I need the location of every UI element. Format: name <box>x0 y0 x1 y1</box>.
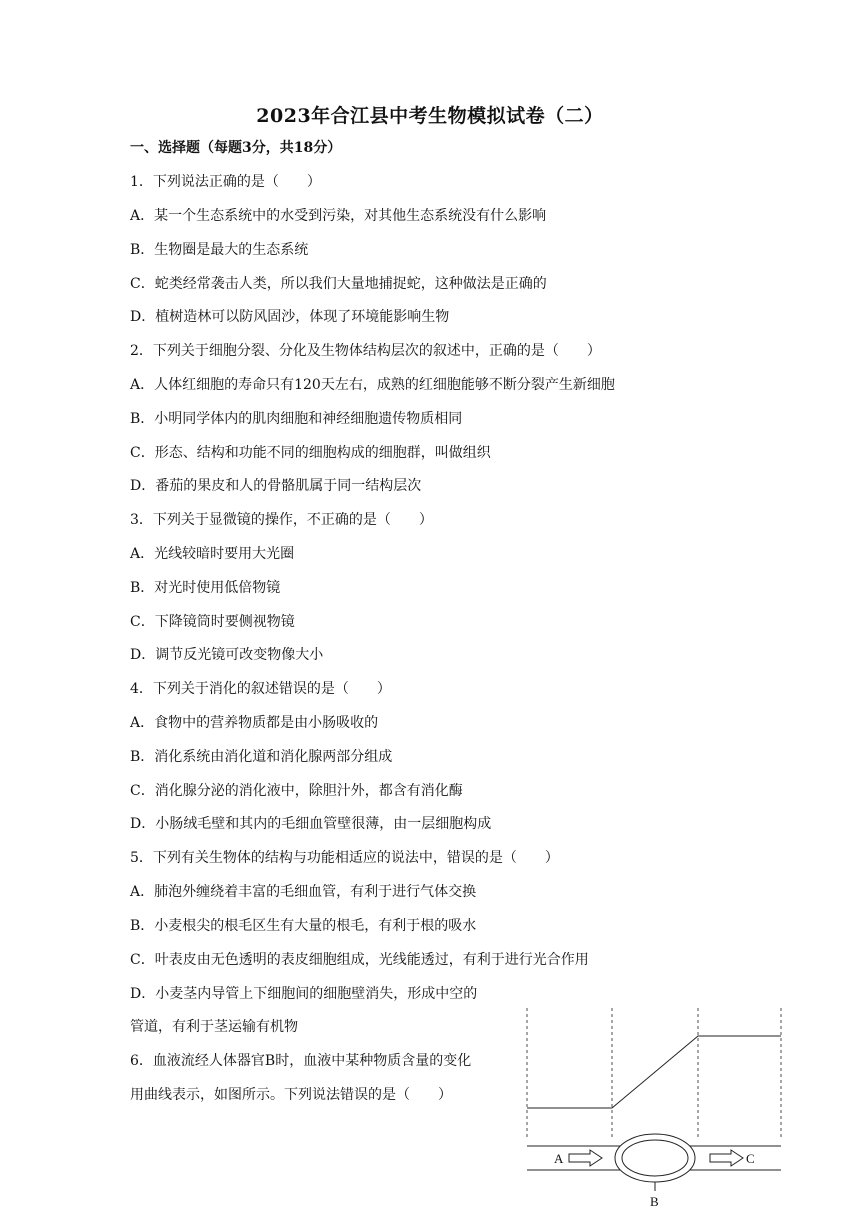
flow-arrow-icon <box>569 1150 602 1166</box>
q1-option-d: D．植树造林可以防风固沙，体现了环境能影响生物 <box>130 309 450 325</box>
q1-option-b: B．生物圈是最大的生态系统 <box>130 242 309 258</box>
flow-arrow-icon <box>710 1150 743 1166</box>
q5-option-a: A．肺泡外缠绕着丰富的毛细血管，有利于进行气体交换 <box>130 884 477 900</box>
q4-option-c: C．消化腺分泌的消化液中，除胆汁外，都含有消化酶 <box>130 783 463 799</box>
question-2: 2．下列关于细胞分裂、分化及生物体结构层次的叙述中，正确的是（ ） <box>130 343 601 359</box>
question-6: 6．血液流经人体器官B时，血液中某种物质含量的变化 <box>130 1053 472 1069</box>
question-3: 3．下列关于显微镜的操作，不正确的是（ ） <box>130 512 433 528</box>
question-6-continued: 用曲线表示，如图所示。下列说法错误的是（ ） <box>130 1087 452 1103</box>
q5-option-d-continued: 管道，有利于茎运输有机物 <box>130 1019 298 1035</box>
page-title: 2023年合江县中考生物模拟试卷（二） <box>256 105 604 127</box>
q5-option-c: C．叶表皮由无色透明的表皮细胞组成，光线能透过，有利于进行光合作用 <box>130 952 589 968</box>
q3-option-b: B．对光时使用低倍物镜 <box>130 580 281 596</box>
q4-option-a: A．食物中的营养物质都是由小肠吸收的 <box>130 715 379 731</box>
q2-option-c: C．形态、结构和功能不同的细胞构成的细胞群，叫做组织 <box>130 445 491 461</box>
label-b: B <box>650 1194 659 1208</box>
label-c: C <box>746 1151 755 1166</box>
q3-option-a: A．光线较暗时要用大光圈 <box>130 546 295 562</box>
q5-option-d: D．小麦茎内导管上下细胞间的细胞壁消失，形成中空的 <box>130 986 478 1002</box>
content-curve <box>527 1036 781 1108</box>
q2-option-d: D．番茄的果皮和人的骨骼肌属于同一结构层次 <box>130 478 422 494</box>
question-1: 1．下列说法正确的是（ ） <box>130 174 321 190</box>
label-a: A <box>554 1151 564 1166</box>
q1-option-a: A．某一个生态系统中的水受到污染，对其他生态系统没有什么影响 <box>130 208 547 224</box>
blood-flow-diagram <box>520 1008 790 1208</box>
section-heading: 一、选择题（每题3分，共18分） <box>130 140 342 156</box>
q5-option-b: B．小麦根尖的根毛区生有大量的根毛，有利于根的吸水 <box>130 918 477 934</box>
question-4: 4．下列关于消化的叙述错误的是（ ） <box>130 681 391 697</box>
q2-option-b: B．小明同学体内的肌肉细胞和神经细胞遗传物质相同 <box>130 411 463 427</box>
q1-option-c: C．蛇类经常袭击人类，所以我们大量地捕捉蛇，这种做法是正确的 <box>130 276 547 292</box>
q3-option-d: D．调节反光镜可改变物像大小 <box>130 647 324 663</box>
q4-option-d: D．小肠绒毛壁和其内的毛细血管壁很薄，由一层细胞构成 <box>130 816 492 832</box>
question-5: 5．下列有关生物体的结构与功能相适应的说法中，错误的是（ ） <box>130 850 559 866</box>
q4-option-b: B．消化系统由消化道和消化腺两部分组成 <box>130 749 393 765</box>
q3-option-c: C．下降镜筒时要侧视物镜 <box>130 614 295 630</box>
organ-b-inner <box>622 1140 688 1176</box>
q2-option-a: A．人体红细胞的寿命只有120天左右，成熟的红细胞能够不断分裂产生新细胞 <box>130 377 615 393</box>
